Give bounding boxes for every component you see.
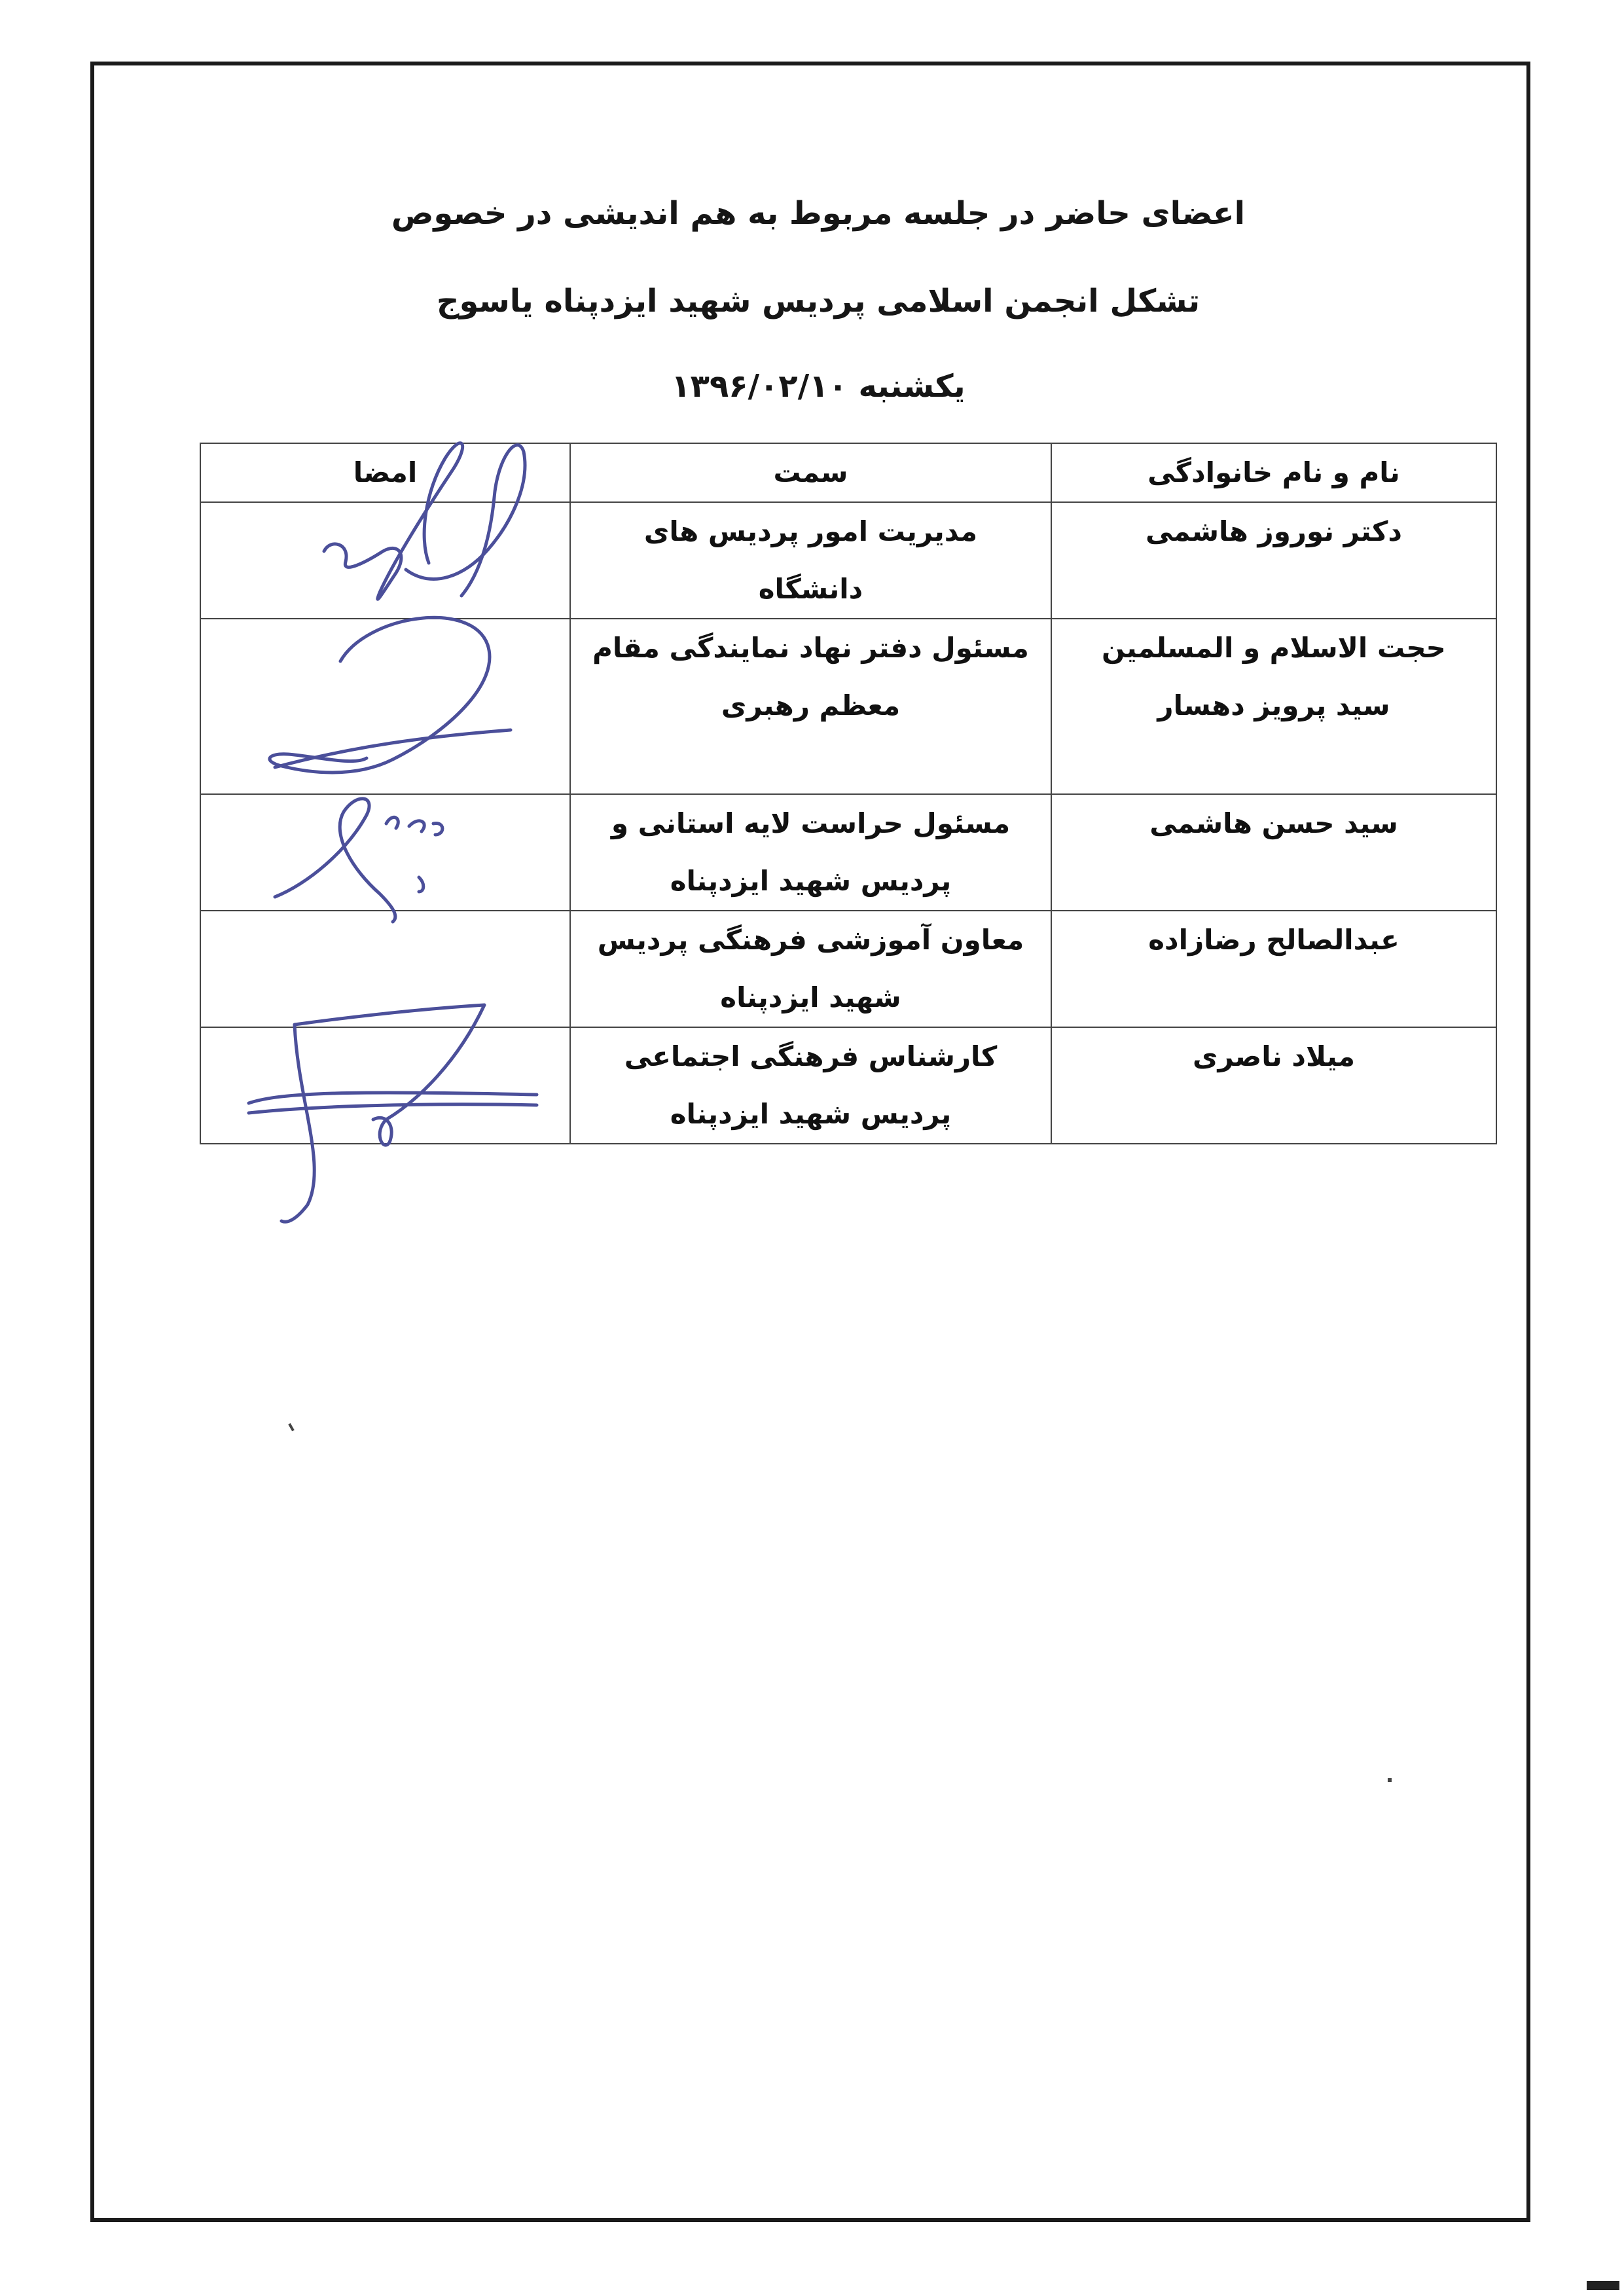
member-role: مسئول حراست لایه استانی و پردیس شهید ایزدپناه bbox=[570, 794, 1051, 911]
header-name: نام و نام خانوادگی bbox=[1051, 443, 1496, 502]
table-row bbox=[200, 911, 1496, 1027]
scanner-watermark bbox=[1587, 2281, 1619, 2290]
table-header-row bbox=[200, 443, 1496, 502]
table-row bbox=[200, 794, 1496, 911]
table-row bbox=[200, 502, 1496, 619]
member-name: عبدالصالح رضازاده bbox=[1051, 911, 1496, 1027]
attendance-table bbox=[200, 443, 1497, 1144]
signature-cell bbox=[200, 1027, 570, 1144]
signature-cell bbox=[200, 911, 570, 1027]
member-name: دکتر نوروز هاشمی bbox=[1051, 502, 1496, 619]
member-name: میلاد ناصری bbox=[1051, 1027, 1496, 1144]
member-name: سید حسن هاشمی bbox=[1051, 794, 1496, 911]
member-role: مدیریت امور پردیس های دانشگاه bbox=[570, 502, 1051, 619]
table-row bbox=[200, 1027, 1496, 1144]
member-role: مسئول دفتر نهاد نمایندگی مقام معظم رهبری bbox=[570, 619, 1051, 794]
member-role: کارشناس فرهنگی اجتماعی پردیس شهید ایزدپناه bbox=[570, 1027, 1051, 1144]
title-line-1: اعضای حاضر در جلسه مربوط به هم اندیشی در خصوص bbox=[391, 195, 1246, 232]
signature-cell bbox=[200, 794, 570, 911]
signature-cell bbox=[200, 502, 570, 619]
title-line-2: تشکل انجمن اسلامی پردیس شهید ایزدپناه یاسوج bbox=[436, 283, 1200, 319]
scan-speck bbox=[1388, 1778, 1392, 1782]
signature-cell bbox=[200, 619, 570, 794]
meeting-date: یکشنبه ۱۳۹۶/۰۲/۱۰ bbox=[671, 368, 965, 405]
header-role: سمت bbox=[570, 443, 1051, 502]
header-signature: امضا bbox=[200, 443, 570, 502]
table-row bbox=[200, 619, 1496, 794]
member-name: حجت الاسلام و المسلمین سید پرویز دهسار bbox=[1051, 619, 1496, 794]
member-role: معاون آموزشی فرهنگی پردیس شهید ایزدپناه bbox=[570, 911, 1051, 1027]
